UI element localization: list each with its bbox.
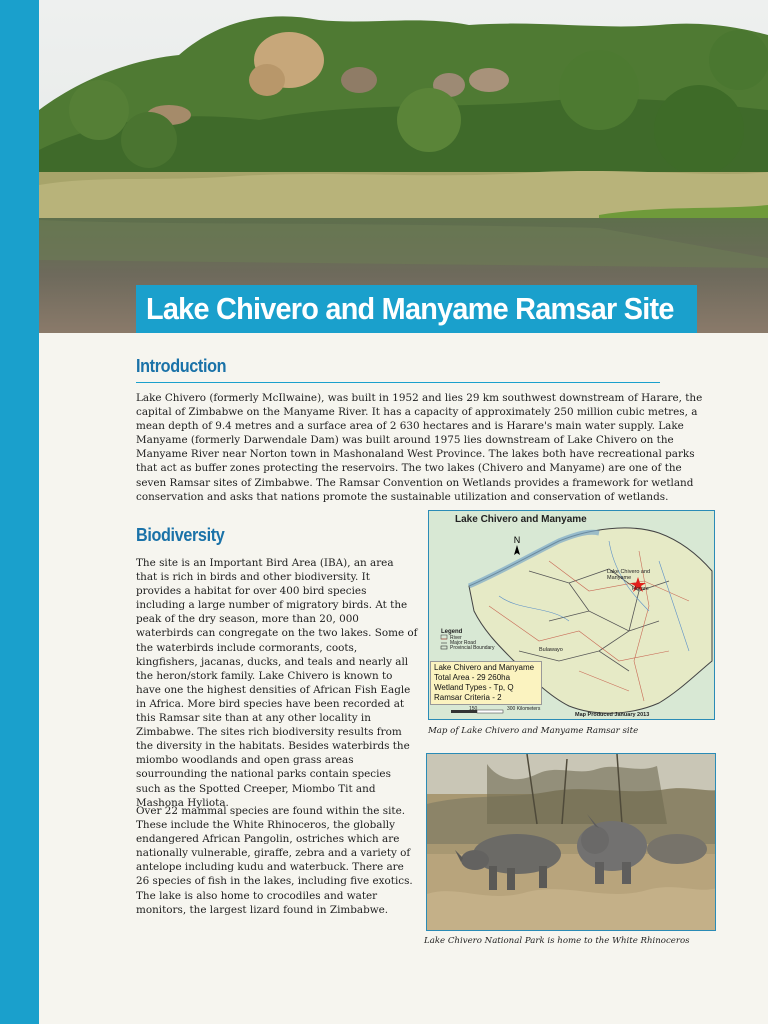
map-legend-river: River <box>450 635 462 641</box>
left-accent-bar <box>0 0 39 1024</box>
map-site-label-1: Lake Chivero and <box>607 569 651 575</box>
map-info-line-3: Wetland Types - Tp, Q <box>434 683 514 692</box>
map-title: Lake Chivero and Manyame <box>455 514 587 525</box>
header-photo <box>39 0 768 333</box>
map-city-bulawayo: Bulawayo <box>539 647 563 653</box>
introduction-text: Lake Chivero (formerly McIlwaine), was built in 1952 and lies 29 km southwest downstream of Harare, the capital of Zimbabwe on the Manyame River. It has a capacity of approximately 250 million cubic metres, a mean depth of 9.4 metres and a surface area of 2 630 hectares and is Harare's main water supply. Lake Manyame (formerly Darwendale Dam) was built around 1975 lies downstream of Lake Chivero on the Manyame River near Norton town in Mashonaland West Province. The lakes both have recreational parks that act as buffer zones protecting the reservoirs. The two lakes (Chivero and Manyame) are one of the seven Ramsar sites of Zimbabwe. The Ramsar Convention on Wetlands provides a framework for wetland conservation and asks that nations promote the sustainable utilization and conservation of wetlands. <box>136 392 703 503</box>
map-scale-label-left: 150 <box>469 706 478 712</box>
rhino-photo <box>426 753 716 931</box>
map-city-harare: Harare <box>632 586 649 592</box>
map-info-line-4: Ramsar Criteria - 2 <box>434 693 502 702</box>
map-scale-label-right: 300 Kilometers <box>507 706 541 712</box>
introduction-heading: Introduction <box>136 356 227 376</box>
map-info-box <box>430 661 542 705</box>
map-produced-date: Map Produced January 2013 <box>575 712 650 718</box>
photo-caption: Lake Chivero National Park is home to the White Rhinoceros <box>424 936 690 946</box>
map-figure <box>428 510 715 720</box>
biodiversity-heading: Biodiversity <box>136 525 225 545</box>
introduction-divider <box>136 382 660 383</box>
map-legend-heading: Legend <box>441 629 463 635</box>
map-caption: Map of Lake Chivero and Manyame Ramsar site <box>428 726 639 736</box>
map-legend-boundary: Provincial Boundary <box>450 645 495 651</box>
biodiversity-paragraph-1: The site is an Important Bird Area (IBA), an area that is rich in birds and other biodiversity. It provides a habitat for over 400 bird species including a large number of migratory birds. At the peak of the dry season, more than 20, 000 waterbirds can congregate on the two lakes. Some of the waterbirds include cormorants, coots, kingfishers, jacanas, ducks, and teals and nearly all the heron/stork family. Lake Chivero is known to have one the highest densities of African Fish Eagle in Africa. More bird species have been recorded at this Ramsar site than at any other locality in Zimbabwe. The sites rich biodiversity results from the diversity in the habitats. Besides waterbirds the miombo woodlands and open grass areas sourrounding the national parks contain species such as the Spotted Creeper, Miombo Tit and Mashona Hyliota. <box>136 557 418 809</box>
map-site-label-2: Manyame <box>607 575 632 581</box>
page-title: Lake Chivero and Manyame Ramsar Site <box>146 291 674 326</box>
map-info-line-1: Lake Chivero and Manyame <box>434 663 535 672</box>
page-title-banner <box>136 285 697 333</box>
biodiversity-paragraph-2: Over 22 mammal species are found within the site. These include the White Rhinoceros, the globally endangered African Pangolin, ostriches which are nationally vulnerable, giraffe, zebra and a variety of antelope including kudu and waterbuck. There are 26 species of fish in the lakes, including five exotics. The lake is also home to crocodiles and water monitors, the largest lizard found in Zimbabwe. <box>136 805 413 916</box>
map-info-line-2: Total Area - 29 260ha <box>434 673 511 682</box>
map-legend-road: Major Road <box>450 640 476 646</box>
north-arrow-label: N <box>513 535 521 545</box>
